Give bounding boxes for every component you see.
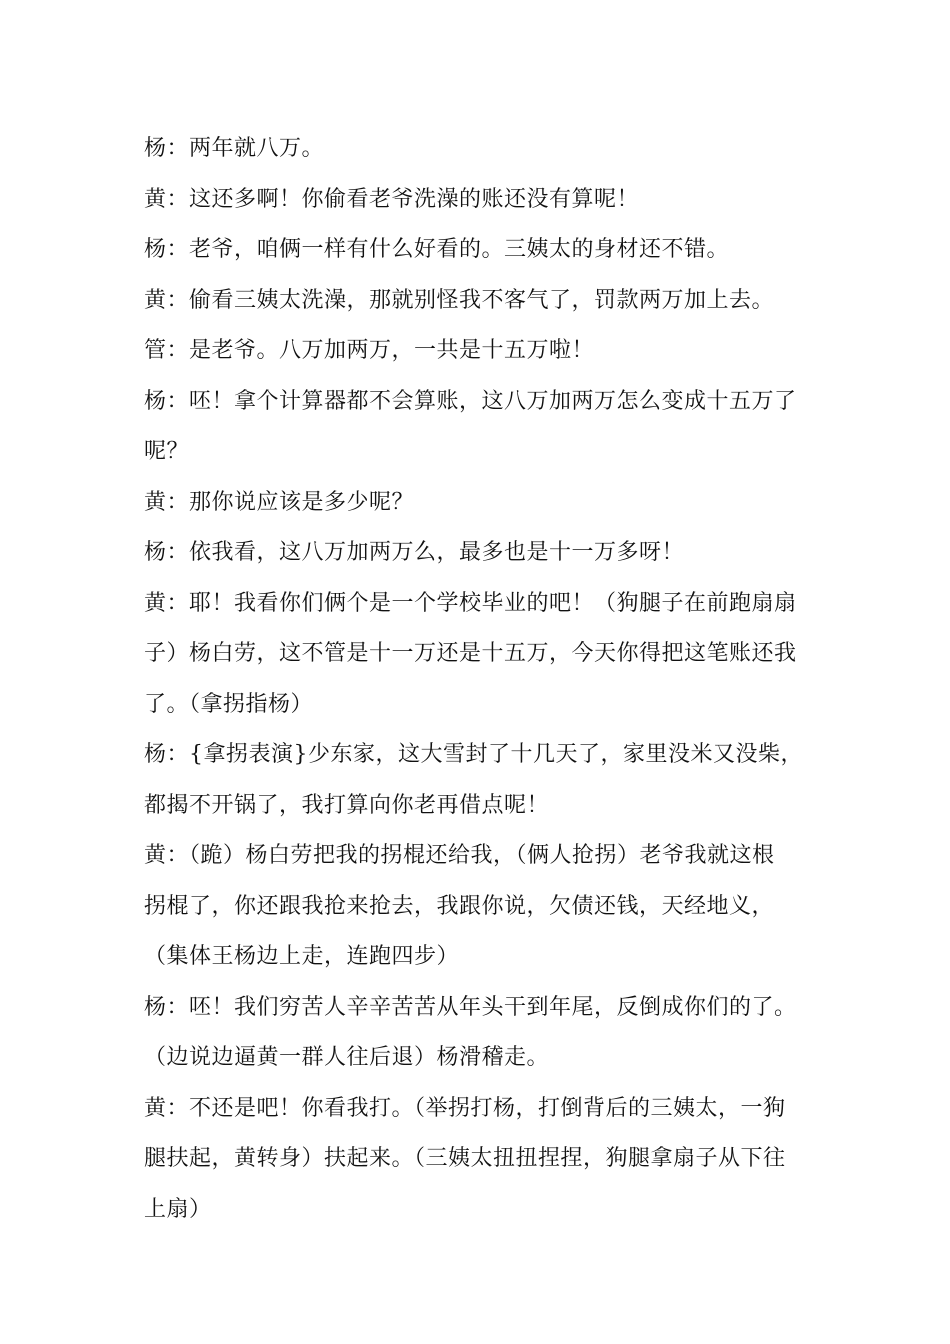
text-line: 杨：呸！拿个计算器都不会算账，这八万加两万怎么变成十五万了 (144, 388, 797, 414)
script-text-body (144, 124, 804, 1235)
text-line: （集体王杨边上走，连跑四步） (144, 944, 460, 969)
text-line: 上扇） (144, 1196, 212, 1222)
text-line: 黄：不还是吧！你看我打。（举拐打杨，打倒背后的三姨太，一狗 (144, 1095, 786, 1121)
text-line: 黄：这还多啊！你偷看老爷洗澡的账还没有算呢！ (144, 186, 640, 212)
text-line: 黄：耶！我看你们俩个是一个学校毕业的吧！（狗腿子在前跑扇扇 (144, 590, 797, 616)
text-line: 黄：（跪）杨白劳把我的拐棍还给我，（俩人抢拐）老爷我就这根 (144, 843, 775, 868)
text-line: 拐棍了，你还跟我抢来抢去，我跟你说，欠债还钱，天经地义， (144, 893, 775, 919)
text-line: 腿扶起，黄转身）扶起来。（三姨太扭扭捏捏，狗腿拿扇子从下往 (144, 1146, 786, 1171)
text-line: 杨：{拿拐表演}少东家，这大雪封了十几天了，家里没米又没柴， (144, 742, 803, 767)
text-line: 杨：呸！我们穷苦人辛辛苦苦从年头干到年尾，反倒成你们的了。 (144, 994, 797, 1020)
text-line: 黄：那你说应该是多少呢？ (144, 489, 415, 515)
text-line: 子）杨白劳，这不管是十一万还是十五万，今天你得把这笔账还我 (144, 641, 797, 666)
text-line: 杨：依我看，这八万加两万么，最多也是十一万多呀！ (144, 540, 685, 565)
text-line: 了。（拿拐指杨） (144, 691, 314, 717)
text-line: 杨：老爷，咱俩一样有什么好看的。三姨太的身材还不错。 (144, 237, 730, 262)
text-line: 管：是老爷。八万加两万，一共是十五万啦！ (144, 338, 595, 363)
text-line: 黄：偷看三姨太洗澡，那就别怪我不客气了，罚款两万加上去。 (144, 287, 775, 313)
text-line: 杨：两年就八万。 (144, 136, 325, 161)
text-line: 呢？ (144, 439, 190, 464)
text-line: 都揭不开锅了，我打算向你老再借点呢！ (144, 792, 550, 818)
text-line: （边说边逼黄一群人往后退）杨滑稽走。 (144, 1045, 550, 1070)
